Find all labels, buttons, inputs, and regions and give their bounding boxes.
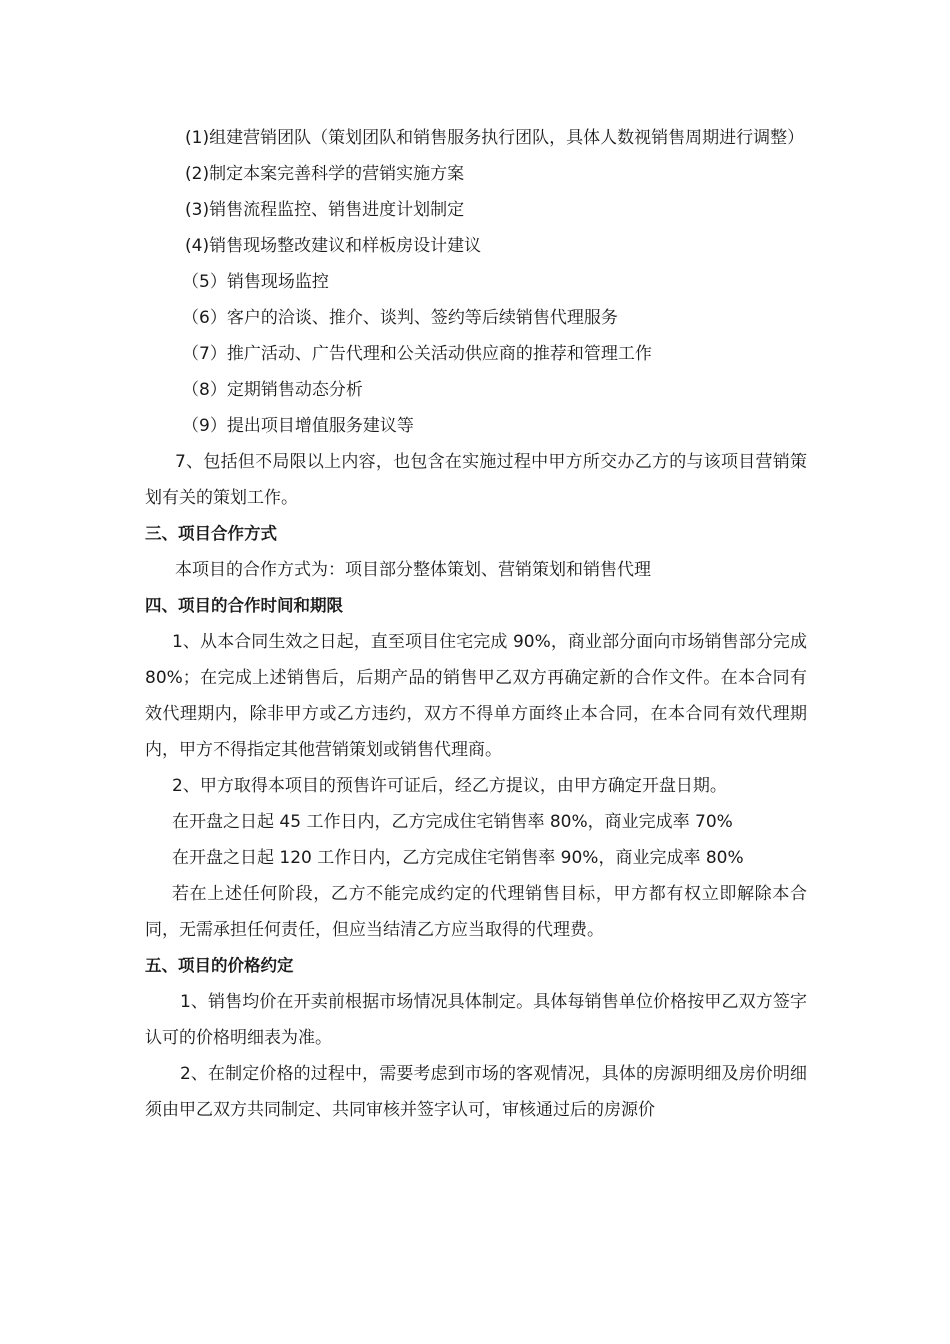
paragraph: 2、在制定价格的过程中，需要考虑到市场的客观情况，具体的房源明细及房价明细须由甲乙双方共同制定、共同审核并签字认可，审核通过后的房源价	[145, 1064, 807, 1120]
list-item: （9）提出项目增值服务建议等	[182, 416, 414, 436]
document-body	[145, 120, 807, 1128]
list-item: （6）客户的洽谈、推介、谈判、签约等后续销售代理服务	[182, 308, 618, 328]
paragraph: 1、从本合同生效之日起，直至项目住宅完成 90%，商业部分面向市场销售部分完成 80%；在完成上述销售后，后期产品的销售甲乙双方再确定新的合作文件。在本合同有效代理期内，除非甲方或乙方违约，双方不得单方面终止本合同，在本合同有效代理期内，甲方不得指定其他营销策划或销售代理商。	[145, 632, 807, 760]
list-item: (3)销售流程监控、销售进度计划制定	[185, 200, 465, 220]
paragraph: 在开盘之日起 45 工作日内，乙方完成住宅销售率 80%，商业完成率 70%	[172, 812, 733, 832]
list-item: （7）推广活动、广告代理和公关活动供应商的推荐和管理工作	[182, 344, 652, 364]
list-item: (1)组建营销团队（策划团队和销售服务执行团队，具体人数视销售周期进行调整）	[185, 128, 805, 148]
paragraph: 7、包括但不局限以上内容，也包含在实施过程中甲方所交办乙方的与该项目营销策划有关的策划工作。	[145, 452, 807, 508]
paragraph: 本项目的合作方式为：项目部分整体策划、营销策划和销售代理	[175, 560, 651, 580]
section-heading: 五、项目的价格约定	[145, 956, 294, 975]
list-item: （5）销售现场监控	[182, 272, 329, 292]
section-heading: 四、项目的合作时间和期限	[145, 596, 343, 615]
paragraph: 2、甲方取得本项目的预售许可证后，经乙方提议，由甲方确定开盘日期。	[172, 776, 727, 796]
section-heading: 三、项目合作方式	[145, 524, 277, 543]
paragraph: 在开盘之日起 120 工作日内，乙方完成住宅销售率 90%，商业完成率 80%	[172, 848, 744, 868]
list-item: (2)制定本案完善科学的营销实施方案	[185, 164, 465, 184]
list-item: （8）定期销售动态分析	[182, 380, 363, 400]
list-item: (4)销售现场整改建议和样板房设计建议	[185, 236, 482, 256]
paragraph: 1、销售均价在开卖前根据市场情况具体制定。具体每销售单位价格按甲乙双方签字认可的价格明细表为准。	[145, 992, 807, 1048]
paragraph: 若在上述任何阶段，乙方不能完成约定的代理销售目标，甲方都有权立即解除本合同，无需承担任何责任，但应当结清乙方应当取得的代理费。	[145, 884, 807, 940]
